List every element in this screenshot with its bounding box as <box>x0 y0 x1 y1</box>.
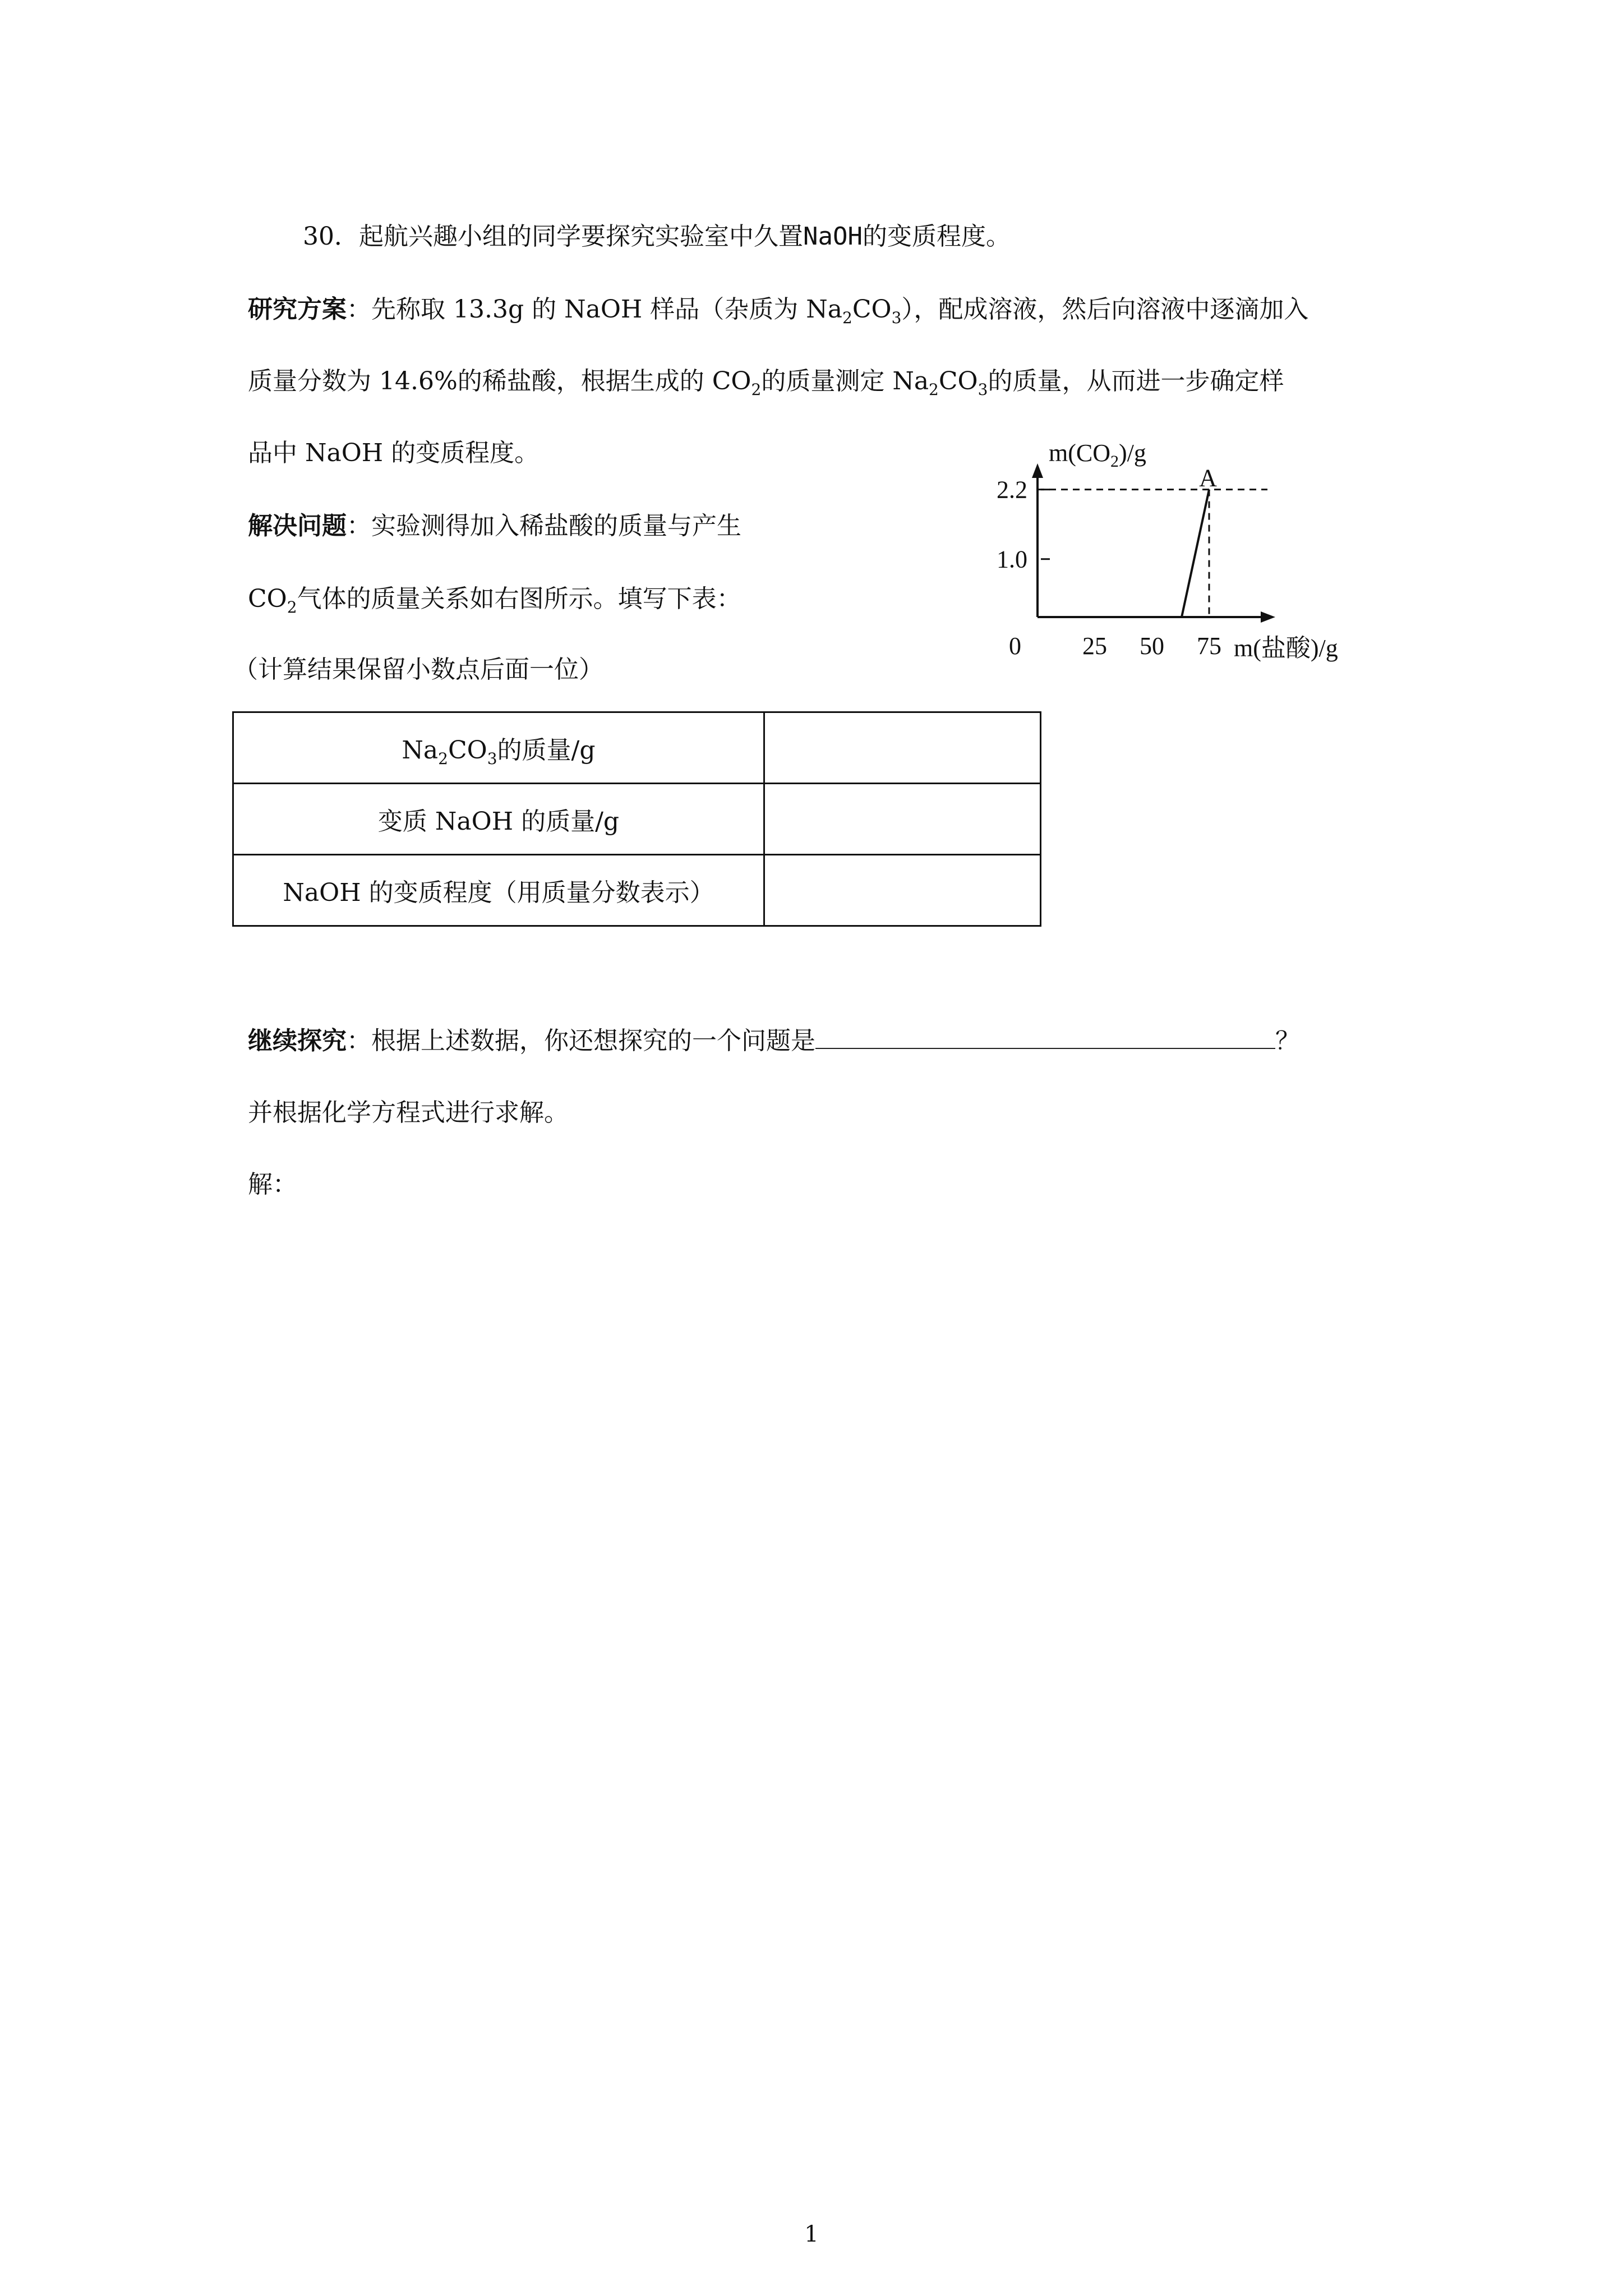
subscript: 3 <box>978 380 988 399</box>
solve-line-2 <box>248 582 741 616</box>
solve-text-2a: CO <box>248 585 287 613</box>
table-cell-label: 变质 NaOH 的质量/g <box>233 784 764 855</box>
subscript: 3 <box>891 309 902 327</box>
x-axis-arrow-icon <box>1261 611 1275 623</box>
plan-text-7: 的质量，从而进一步确定样 <box>988 367 1284 395</box>
solve-text-1: ：实验测得加入稀盐酸的质量与产生 <box>347 512 741 540</box>
plan-line-2 <box>248 365 1284 398</box>
plan-text-3: ），配成溶液，然后向溶液中逐滴加入 <box>901 295 1309 324</box>
plan-text-8: 品中 NaOH 的变质程度。 <box>248 439 540 467</box>
subscript: 2 <box>287 598 297 616</box>
plan-text-5: 的质量测定 Na <box>761 367 929 395</box>
solve-text-2b: 气体的质量关系如右图所示。填写下表： <box>297 585 741 613</box>
answer-label: 解： <box>248 1170 297 1199</box>
table-cell-label <box>233 712 764 784</box>
table-row <box>233 712 1041 784</box>
co-text: CO <box>448 736 487 765</box>
result-table <box>232 711 1041 927</box>
page-number: 1 <box>804 2221 819 2247</box>
x-tick-label: 50 <box>1140 632 1164 660</box>
point-label-a: A <box>1199 464 1217 492</box>
y-axis-label-tail: )/g <box>1119 443 1146 467</box>
continue-text-3: 并根据化学方程式进行求解。 <box>248 1098 569 1127</box>
table-cell-answer[interactable] <box>764 712 1041 784</box>
plan-label: 研究方案 <box>248 295 347 324</box>
table-cell-label: NaOH 的变质程度（用质量分数表示） <box>233 855 764 926</box>
solve-line-1 <box>248 509 741 543</box>
x-tick-label: 0 <box>1009 632 1021 660</box>
x-tick-label: 25 <box>1082 632 1107 660</box>
plan-text-4: 质量分数为 14.6%的稀盐酸，根据生成的 CO <box>248 367 751 395</box>
plan-text-6: CO <box>938 367 978 395</box>
question-number: 30． <box>303 222 359 251</box>
y-tick-label: 1.0 <box>997 545 1027 573</box>
co2-chart <box>965 443 1368 679</box>
question-title <box>303 220 1011 254</box>
table-row <box>233 855 1041 926</box>
solve-label: 解决问题 <box>248 512 347 540</box>
continue-line-1 <box>248 1023 1300 1058</box>
y-tick-label: 2.2 <box>997 476 1027 504</box>
subscript: 2 <box>751 380 762 399</box>
question-text-end: 的变质程度。 <box>862 222 1011 251</box>
subscript: 2 <box>929 380 939 399</box>
data-series-line <box>1182 490 1209 617</box>
plan-line-3 <box>248 436 539 470</box>
x-tick-label: 75 <box>1197 632 1221 660</box>
plan-text-1: ：先称取 13.3g 的 NaOH 样品（杂质为 Na <box>347 295 842 324</box>
continue-label: 继续探究 <box>248 1027 347 1055</box>
solve-line-3 <box>233 653 603 687</box>
y-axis-label: $m(CO_2)/g$ <box>1049 443 1146 471</box>
subscript: 3 <box>487 749 497 768</box>
table-cell-answer[interactable] <box>764 784 1041 855</box>
continue-line-2 <box>248 1096 569 1130</box>
mass-text: 的质量/g <box>497 736 596 765</box>
answer-line <box>248 1168 297 1202</box>
table-cell-answer[interactable] <box>764 855 1041 926</box>
subscript: 2 <box>438 749 448 768</box>
plan-line-1 <box>248 293 1308 326</box>
x-axis-label: m(盐酸)/g <box>1234 634 1338 662</box>
answer-blank[interactable] <box>815 1023 1275 1049</box>
plan-text-2: CO <box>852 295 892 324</box>
question-mark: ？ <box>1275 1027 1300 1055</box>
table-row <box>233 784 1041 855</box>
subscript: 2 <box>842 309 852 327</box>
solve-text-3: （计算结果保留小数点后面一位） <box>233 655 603 684</box>
continue-text-1: ：根据上述数据，你还想探究的一个问题是 <box>347 1027 815 1055</box>
na-text: Na <box>402 736 439 765</box>
naoh-text: NaOH <box>803 222 863 251</box>
question-text: 起航兴趣小组的同学要探究实验室中久置 <box>359 222 803 251</box>
y-axis-arrow-icon <box>1032 463 1043 478</box>
y-axis-label-sub: 2 <box>1110 452 1119 471</box>
